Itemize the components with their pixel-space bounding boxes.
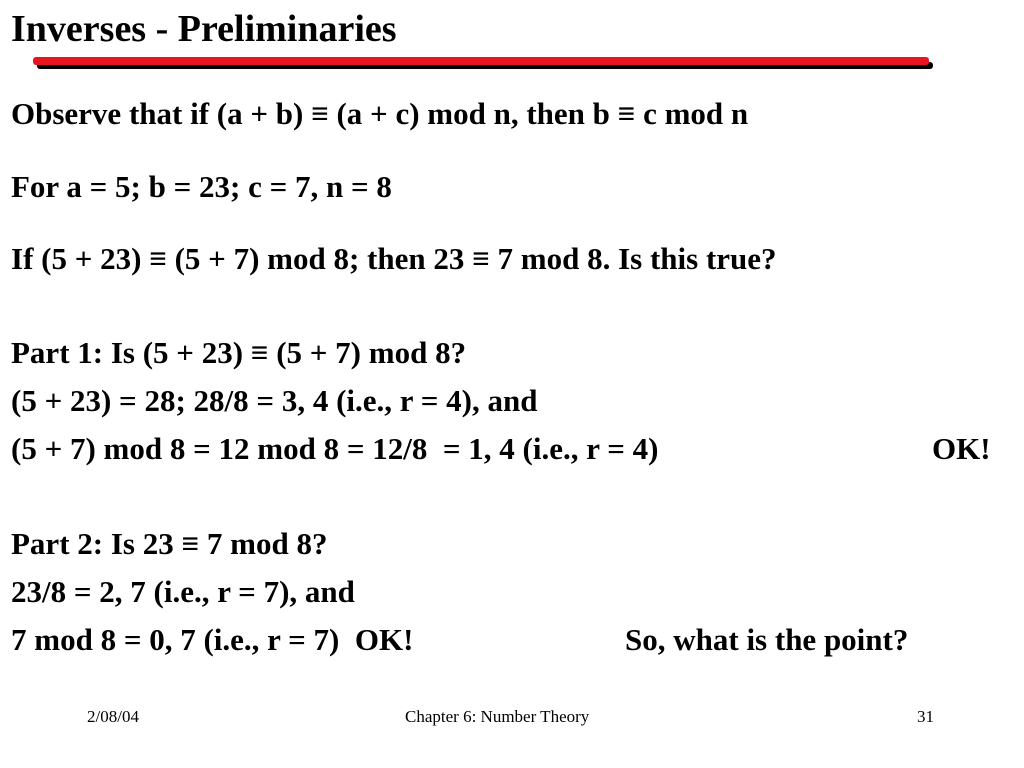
part1-heading: Part 1: Is (5 + 23) ≡ (5 + 7) mod 8?	[11, 335, 467, 370]
title-underline	[33, 57, 929, 65]
example-line: For a = 5; b = 23; c = 7, n = 8	[11, 169, 392, 204]
observe-line: Observe that if (a + b) ≡ (a + c) mod n, then b ≡ c mod n	[11, 96, 749, 131]
part2-question: So, what is the point?	[625, 622, 909, 657]
slide-title: Inverses - Preliminaries	[11, 8, 397, 50]
part2-heading: Part 2: Is 23 ≡ 7 mod 8?	[11, 526, 328, 561]
footer-page-number: 31	[917, 707, 934, 726]
question-line: If (5 + 23) ≡ (5 + 7) mod 8; then 23 ≡ 7 mod 8. Is this true?	[11, 241, 777, 276]
footer-date: 2/08/04	[87, 707, 139, 726]
part1-line1: (5 + 23) = 28; 28/8 = 3, 4 (i.e., r = 4), and	[11, 383, 538, 418]
part1-line2: (5 + 7) mod 8 = 12 mod 8 = 12/8 = 1, 4 (i.e., r = 4)	[11, 431, 659, 466]
part1-ok: OK!	[932, 431, 991, 466]
part2-line2: 7 mod 8 = 0, 7 (i.e., r = 7) OK!	[11, 622, 414, 657]
part2-line1: 23/8 = 2, 7 (i.e., r = 7), and	[11, 574, 355, 609]
footer-chapter: Chapter 6: Number Theory	[405, 707, 590, 726]
